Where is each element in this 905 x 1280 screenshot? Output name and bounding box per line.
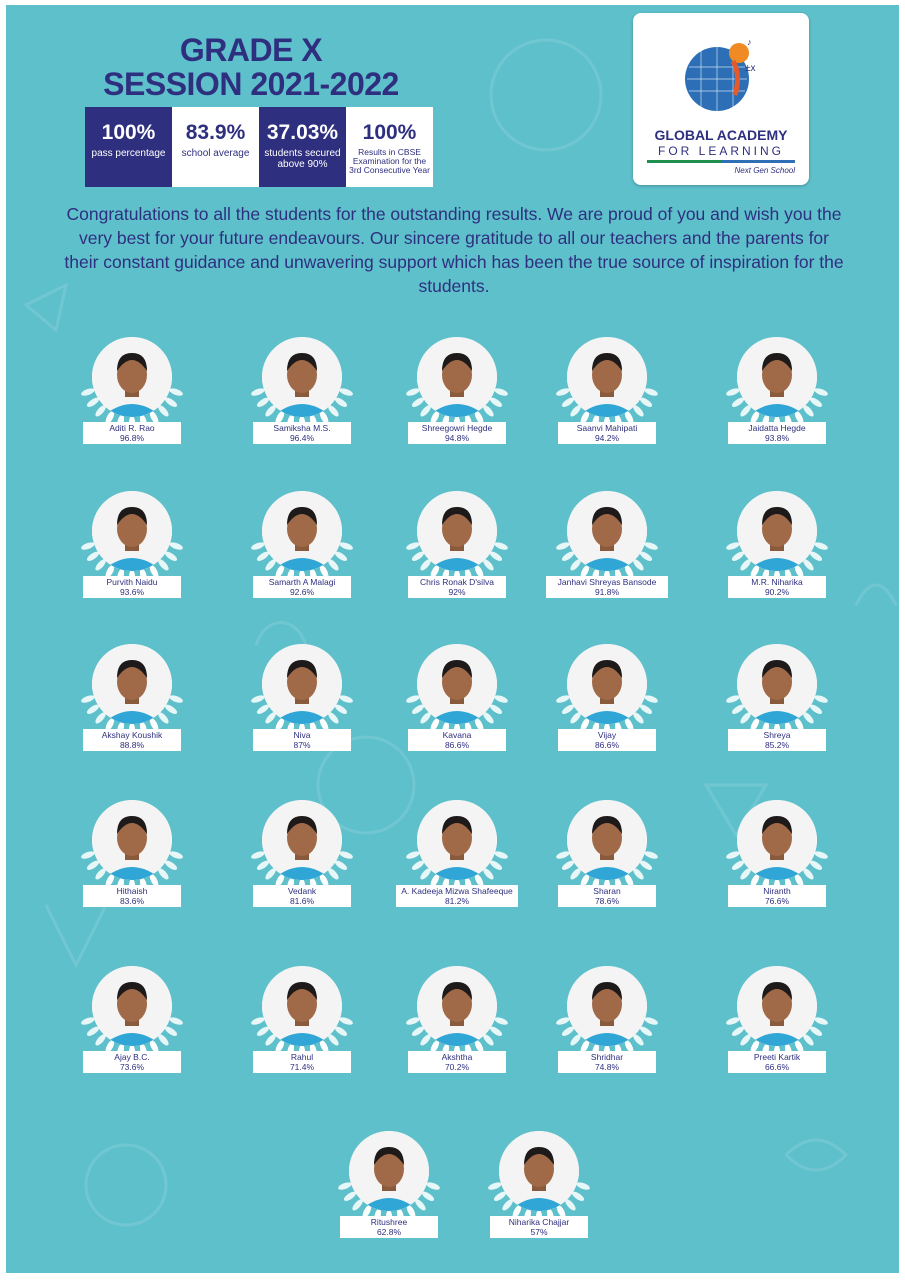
student-photo: [567, 800, 647, 880]
student-name: Aditi R. Rao: [109, 423, 155, 433]
student-portrait-icon: [737, 491, 817, 571]
logo-tagline: Next Gen School: [734, 166, 795, 175]
student-card: [402, 955, 512, 1085]
student-percentage: 70.2%: [444, 1062, 470, 1072]
student-card: [722, 789, 832, 919]
student-portrait-icon: [92, 491, 172, 571]
student-card: [722, 326, 832, 456]
student-photo: [262, 644, 342, 724]
student-percentage: 66.6%: [764, 1062, 790, 1072]
student-percentage: 86.6%: [594, 740, 620, 750]
student-portrait-icon: [737, 644, 817, 724]
svg-text:±x: ±x: [745, 63, 756, 74]
student-percentage: 73.6%: [119, 1062, 145, 1072]
student-name-plate: [728, 576, 826, 598]
student-card: [247, 326, 357, 456]
student-photo: [349, 1131, 429, 1211]
student-portrait-icon: [737, 800, 817, 880]
student-portrait-icon: [417, 491, 497, 571]
student-percentage: 74.8%: [594, 1062, 620, 1072]
stat-label: school average: [181, 148, 250, 159]
student-card: [77, 326, 187, 456]
stats-bar: [85, 107, 433, 187]
student-photo: [417, 491, 497, 571]
student-name-plate: [253, 576, 351, 598]
student-name: Rahul: [290, 1052, 314, 1062]
stat-consecutive-results: [346, 107, 433, 187]
student-card: [552, 326, 662, 456]
student-percentage: 92%: [448, 587, 466, 597]
page-title: [86, 33, 416, 101]
stat-label: pass percentage: [91, 148, 166, 159]
student-portrait-icon: [417, 644, 497, 724]
student-percentage: 91.8%: [594, 587, 620, 597]
student-percentage: 62.8%: [376, 1227, 402, 1237]
student-name-plate: [408, 1051, 506, 1073]
logo-name: GLOBAL ACADEMY: [654, 127, 788, 143]
student-portrait-icon: [262, 966, 342, 1046]
student-name: Samarth A Malagi: [268, 577, 336, 587]
student-name-plate: [83, 885, 181, 907]
student-percentage: 71.4%: [289, 1062, 315, 1072]
student-name: Sharan: [593, 886, 621, 896]
student-name-plate: [728, 1051, 826, 1073]
student-percentage: 96.4%: [289, 433, 315, 443]
student-name: Ritushree: [370, 1217, 408, 1227]
stat-value: 83.9%: [185, 121, 246, 144]
student-name-plate: [83, 576, 181, 598]
student-name: Preeti Kartik: [753, 1052, 801, 1062]
student-photo: [417, 800, 497, 880]
student-card: [552, 955, 662, 1085]
student-card: [722, 955, 832, 1085]
stat-label: students secured above 90%: [264, 148, 341, 170]
student-portrait-icon: [262, 337, 342, 417]
student-card: [722, 480, 832, 610]
student-name: Akshtha: [441, 1052, 473, 1062]
student-photo: [737, 966, 817, 1046]
student-name: Vedank: [287, 886, 317, 896]
student-name: Shreya: [763, 730, 791, 740]
student-photo: [567, 491, 647, 571]
student-name: M.R. Niharika: [751, 577, 803, 587]
student-portrait-icon: [567, 644, 647, 724]
student-name-plate: [83, 729, 181, 751]
student-card: [247, 480, 357, 610]
student-portrait-icon: [499, 1131, 579, 1211]
student-photo: [567, 644, 647, 724]
student-name: Kavana: [442, 730, 472, 740]
student-card: [77, 633, 187, 763]
student-percentage: 81.6%: [289, 896, 315, 906]
student-name: Saanvi Mahipati: [576, 423, 638, 433]
student-name-plate: [408, 576, 506, 598]
student-portrait-icon: [567, 966, 647, 1046]
student-portrait-icon: [262, 491, 342, 571]
student-name-plate: [558, 729, 656, 751]
student-photo: [262, 966, 342, 1046]
student-percentage: 93.8%: [764, 433, 790, 443]
student-portrait-icon: [567, 800, 647, 880]
stat-value: 37.03%: [266, 121, 339, 144]
student-card: [247, 633, 357, 763]
student-percentage: 57%: [530, 1227, 548, 1237]
student-photo: [737, 491, 817, 571]
student-portrait-icon: [92, 644, 172, 724]
student-name-plate: [728, 885, 826, 907]
student-portrait-icon: [417, 337, 497, 417]
student-name-plate: [253, 1051, 351, 1073]
student-name: Ajay B.C.: [114, 1052, 150, 1062]
student-name: Janhavi Shreyas Bansode: [557, 577, 657, 587]
student-name: Purvith Naidu: [106, 577, 158, 587]
student-name: Samiksha M.S.: [273, 423, 331, 433]
student-name: Chris Ronak D'silva: [420, 577, 494, 587]
student-photo: [737, 800, 817, 880]
student-name-plate: [546, 576, 668, 598]
student-photo: [417, 337, 497, 417]
student-name-plate: [558, 422, 656, 444]
student-name-plate: [558, 1051, 656, 1073]
student-portrait-icon: [567, 491, 647, 571]
student-photo: [262, 491, 342, 571]
student-name-plate: [408, 729, 506, 751]
student-name-plate: [83, 1051, 181, 1073]
student-portrait-icon: [417, 966, 497, 1046]
student-photo: [567, 966, 647, 1046]
student-card: [77, 480, 187, 610]
student-photo: [499, 1131, 579, 1211]
student-portrait-icon: [737, 337, 817, 417]
student-percentage: 90.2%: [764, 587, 790, 597]
student-photo: [92, 800, 172, 880]
student-name-plate: [558, 885, 656, 907]
student-photo: [92, 644, 172, 724]
svg-text:♪: ♪: [747, 37, 752, 47]
student-portrait-icon: [92, 966, 172, 1046]
title-line-1: GRADE X: [179, 32, 323, 68]
stat-label: Results in CBSE Examination for the 3rd Consecutive Year: [349, 147, 430, 175]
student-name-plate: [83, 422, 181, 444]
student-name: Vijay: [597, 730, 617, 740]
student-name: Niharika Chajjar: [508, 1217, 570, 1227]
student-percentage: 92.6%: [289, 587, 315, 597]
student-percentage: 93.6%: [119, 587, 145, 597]
logo-divider: [647, 160, 795, 163]
student-name-plate: [253, 422, 351, 444]
student-card: [484, 1120, 594, 1250]
student-portrait-icon: [349, 1131, 429, 1211]
student-photo: [417, 644, 497, 724]
stat-pass-percentage: [85, 107, 172, 187]
globe-logo-icon: [681, 33, 761, 123]
student-photo: [92, 491, 172, 571]
student-name: Hithaish: [116, 886, 148, 896]
student-name: Jaidatta Hegde: [748, 423, 806, 433]
student-card: [402, 480, 512, 610]
student-photo: [262, 800, 342, 880]
student-card: [402, 326, 512, 456]
student-card: [402, 633, 512, 763]
student-name-plate: [340, 1216, 438, 1238]
logo-subtitle: FOR LEARNING: [657, 144, 784, 158]
student-percentage: 85.2%: [764, 740, 790, 750]
stat-value: 100%: [101, 121, 156, 144]
student-percentage: 83.6%: [119, 896, 145, 906]
congratulations-message: Congratulations to all the students for the outstanding results. We are proud of you and wish you the very best for your future endeavours. Our sincere gratitude to all our teachers and the parents for their constant guidance and unwavering support which has been the true source of inspiration for the students.: [64, 204, 844, 296]
student-card: [402, 789, 512, 919]
student-photo: [92, 966, 172, 1046]
student-card: [77, 789, 187, 919]
student-name-plate: [728, 422, 826, 444]
student-portrait-icon: [92, 800, 172, 880]
stat-school-average: [172, 107, 259, 187]
student-photo: [417, 966, 497, 1046]
student-name-plate: [490, 1216, 588, 1238]
student-name-plate: [396, 885, 518, 907]
student-portrait-icon: [262, 800, 342, 880]
student-name-plate: [253, 885, 351, 907]
student-name: Niva: [293, 730, 311, 740]
student-portrait-icon: [417, 800, 497, 880]
student-photo: [737, 644, 817, 724]
student-name: Shridhar: [590, 1052, 624, 1062]
student-name: Niranth: [763, 886, 791, 896]
student-percentage: 96.8%: [119, 433, 145, 443]
student-percentage: 88.8%: [119, 740, 145, 750]
student-portrait-icon: [92, 337, 172, 417]
student-percentage: 78.6%: [594, 896, 620, 906]
student-percentage: 76.6%: [764, 896, 790, 906]
student-card: [334, 1120, 444, 1250]
student-percentage: 87%: [293, 740, 311, 750]
student-portrait-icon: [262, 644, 342, 724]
student-percentage: 81.2%: [444, 896, 470, 906]
student-name-plate: [253, 729, 351, 751]
student-card: [552, 789, 662, 919]
student-name-plate: [728, 729, 826, 751]
stat-value: 100%: [362, 121, 417, 144]
student-card: [552, 480, 662, 610]
stat-above-90: [259, 107, 346, 187]
student-photo: [737, 337, 817, 417]
student-name: Shreegowri Hegde: [421, 423, 493, 433]
title-line-2: SESSION 2021-2022: [103, 66, 399, 102]
student-percentage: 86.6%: [444, 740, 470, 750]
poster: [6, 5, 899, 1273]
student-photo: [262, 337, 342, 417]
student-card: [552, 633, 662, 763]
student-name-plate: [408, 422, 506, 444]
student-name: Akshay Koushik: [101, 730, 163, 740]
student-card: [247, 789, 357, 919]
student-percentage: 94.8%: [444, 433, 470, 443]
student-name: A. Kadeeja Mizwa Shafeeque: [401, 886, 513, 896]
student-portrait-icon: [737, 966, 817, 1046]
student-card: [77, 955, 187, 1085]
student-photo: [567, 337, 647, 417]
student-card: [247, 955, 357, 1085]
student-portrait-icon: [567, 337, 647, 417]
student-card: [722, 633, 832, 763]
school-logo: [633, 13, 809, 185]
student-photo: [92, 337, 172, 417]
student-percentage: 94.2%: [594, 433, 620, 443]
